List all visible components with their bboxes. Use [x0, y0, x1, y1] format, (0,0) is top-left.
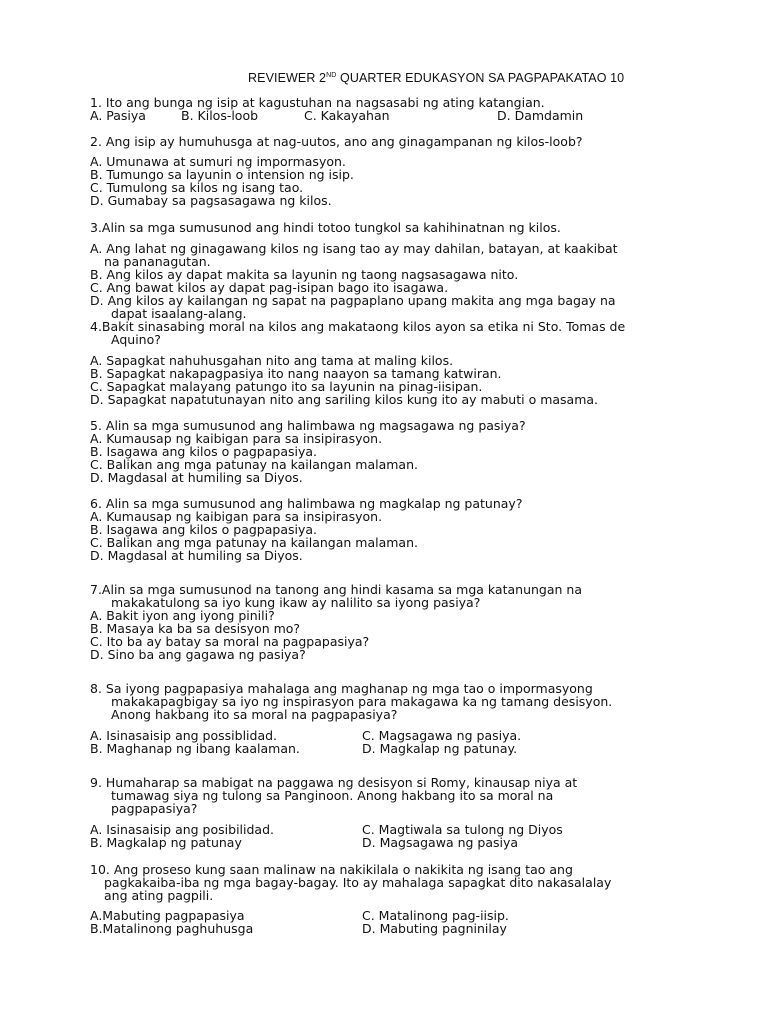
question-4-cont: Aquino? [111, 332, 161, 347]
question-10: 10. Ang proseso kung saan malinaw na nakikilala o nakikita ng isang tao ang [90, 862, 573, 877]
q5-choice-d: D. Magdasal at humiling sa Diyos. [90, 470, 303, 485]
q8-choice-b: B. Maghanap ng ibang kaalaman. [90, 741, 300, 756]
q3-choice-d: D. Ang kilos ay kailangan ng sapat na pagpaplano upang makita ang mga bagay na [90, 293, 616, 308]
q4-choice-a: A. Sapagkat nahuhusgahan nito ang tama at maling kilos. [90, 353, 454, 368]
q10-choice-c: C. Matalinong pag-iisip. [362, 908, 509, 923]
q7-choice-a: A. Bakit iyon ang iyong pinili? [90, 608, 275, 623]
question-7: 7.Alin sa mga sumusunod na tanong ang hindi kasama sa mga katanungan na [90, 582, 582, 597]
q3-choice-c: C. Ang bawat kilos ay dapat pag-isipan bago ito isagawa. [90, 280, 449, 295]
q4-choice-c: C. Sapagkat malayang patungo ito sa layunin na pinag-iisipan. [90, 379, 483, 394]
q10-choice-a: A.Mabuting pagpapasiya [90, 908, 245, 923]
title-text-rest: QUARTER EDUKASYON SA PAGPAPAKATAO 10 [336, 71, 625, 85]
q6-choice-c: C. Balikan ang mga patunay na kailangan malaman. [90, 535, 418, 550]
q9-choice-b: B. Magkalap ng patunay [90, 835, 242, 850]
question-10-cont-1: pagkakaiba-iba ng mga bagay-bagay. Ito ay mahalaga sapagkat dito nakasalalay [104, 875, 612, 890]
question-2: 2. Ang isip ay humuhusga at nag-uutos, ano ang ginagampanan ng kilos-loob? [90, 134, 583, 149]
q3-choice-b: B. Ang kilos ay dapat makita sa layunin ng taong nagsasagawa nito. [90, 267, 519, 282]
q6-choice-d: D. Magdasal at humiling sa Diyos. [90, 548, 303, 563]
q2-choice-b: B. Tumungo sa layunin o intension ng isip. [90, 167, 354, 182]
q7-choice-d: D. Sino ba ang gagawa ng pasiya? [90, 647, 306, 662]
question-8: 8. Sa iyong pagpapasiya mahalaga ang maghanap ng mga tao o impormasyong [90, 681, 593, 696]
q1-choice-d: D. Damdamin [497, 108, 584, 123]
q5-choice-a: A. Kumausap ng kaibigan para sa insipirasyon. [90, 431, 383, 446]
q4-choice-b: B. Sapagkat nakapagpasiya ito nang naayon sa tamang katwiran. [90, 366, 502, 381]
question-3: 3.Alin sa mga sumusunod ang hindi totoo tungkol sa kahihinatnan ng kilos. [90, 220, 561, 235]
title-superscript: ND [326, 72, 337, 79]
q3-choice-d-cont: dapat isaalang-alang. [111, 306, 247, 321]
question-9-cont-1: tumawag siya ng tulong sa Panginoon. Anong hakbang ito sa moral na [111, 788, 554, 803]
question-5: 5. Alin sa mga sumusunod ang halimbawa ng magsagawa ng pasiya? [90, 418, 526, 433]
q3-choice-a: A. Ang lahat ng ginagawang kilos ng isang tao ay may dahilan, batayan, at kaakibat [90, 241, 618, 256]
q2-choice-d: D. Gumabay sa pagsasagawa ng kilos. [90, 193, 332, 208]
q2-choice-a: A. Umunawa at sumuri ng impormasyon. [90, 154, 346, 169]
question-8-cont-2: Anong hakbang ito sa moral na pagpapasiya? [111, 707, 398, 722]
q2-choice-c: C. Tumulong sa kilos ng isang tao. [90, 180, 304, 195]
q6-choice-b: B. Isagawa ang kilos o pagpapasiya. [90, 522, 317, 537]
q8-choice-d: D. Magkalap ng patunay. [362, 741, 518, 756]
question-4: 4.Bakit sinasabing moral na kilos ang makataong kilos ayon sa etika ni Sto. Tomas de [90, 319, 626, 334]
q10-choice-b: B.Matalinong paghuhusga [90, 921, 254, 936]
q9-choice-c: C. Magtiwala sa tulong ng Diyos [362, 822, 563, 837]
question-8-cont-1: makakapagbigay sa iyo ng inspirasyon para makagawa ka ng tamang desisyon. [111, 694, 613, 709]
document-title [248, 71, 624, 85]
q1-choice-a: A. Pasiya [90, 108, 146, 123]
question-9: 9. Humaharap sa mabigat na paggawa ng desisyon si Romy, kinausap niya at [90, 775, 578, 790]
q4-choice-d: D. Sapagkat napatutunayan nito ang sariling kilos kung ito ay mabuti o masama. [90, 392, 599, 407]
q7-choice-c: C. Ito ba ay batay sa moral na pagpapasiya? [90, 634, 370, 649]
question-10-cont-2: ang ating pagpili. [104, 888, 214, 903]
q5-choice-c: C. Balikan ang mga patunay na kailangan malaman. [90, 457, 418, 472]
q8-choice-c: C. Magsagawa ng pasiya. [362, 728, 522, 743]
q5-choice-b: B. Isagawa ang kilos o pagpapasiya. [90, 444, 317, 459]
q3-choice-a-cont: na pananagutan. [104, 254, 211, 269]
q9-choice-d: D. Magsagawa ng pasiya [362, 835, 519, 850]
question-1: 1. Ito ang bunga ng isip at kagustuhan na nagsasabi ng ating katangian. [90, 95, 545, 110]
title-text: REVIEWER 2 [248, 71, 327, 85]
question-6: 6. Alin sa mga sumusunod ang halimbawa ng magkalap ng patunay? [90, 496, 523, 511]
q1-choice-b: B. Kilos-loob [181, 108, 259, 123]
q1-choice-c: C. Kakayahan [304, 108, 390, 123]
q6-choice-a: A. Kumausap ng kaibigan para sa insipirasyon. [90, 509, 383, 524]
q8-choice-a: A. Isinasaisip ang possiblidad. [90, 728, 278, 743]
question-9-cont-2: pagpapasiya? [111, 801, 198, 816]
question-7-cont: makakatulong sa iyo kung ikaw ay nalilito sa iyong pasiya? [111, 595, 481, 610]
q9-choice-a: A. Isinasaisip ang posibilidad. [90, 822, 274, 837]
q10-choice-d: D. Mabuting pagninilay [362, 921, 507, 936]
q7-choice-b: B. Masaya ka ba sa desisyon mo? [90, 621, 301, 636]
